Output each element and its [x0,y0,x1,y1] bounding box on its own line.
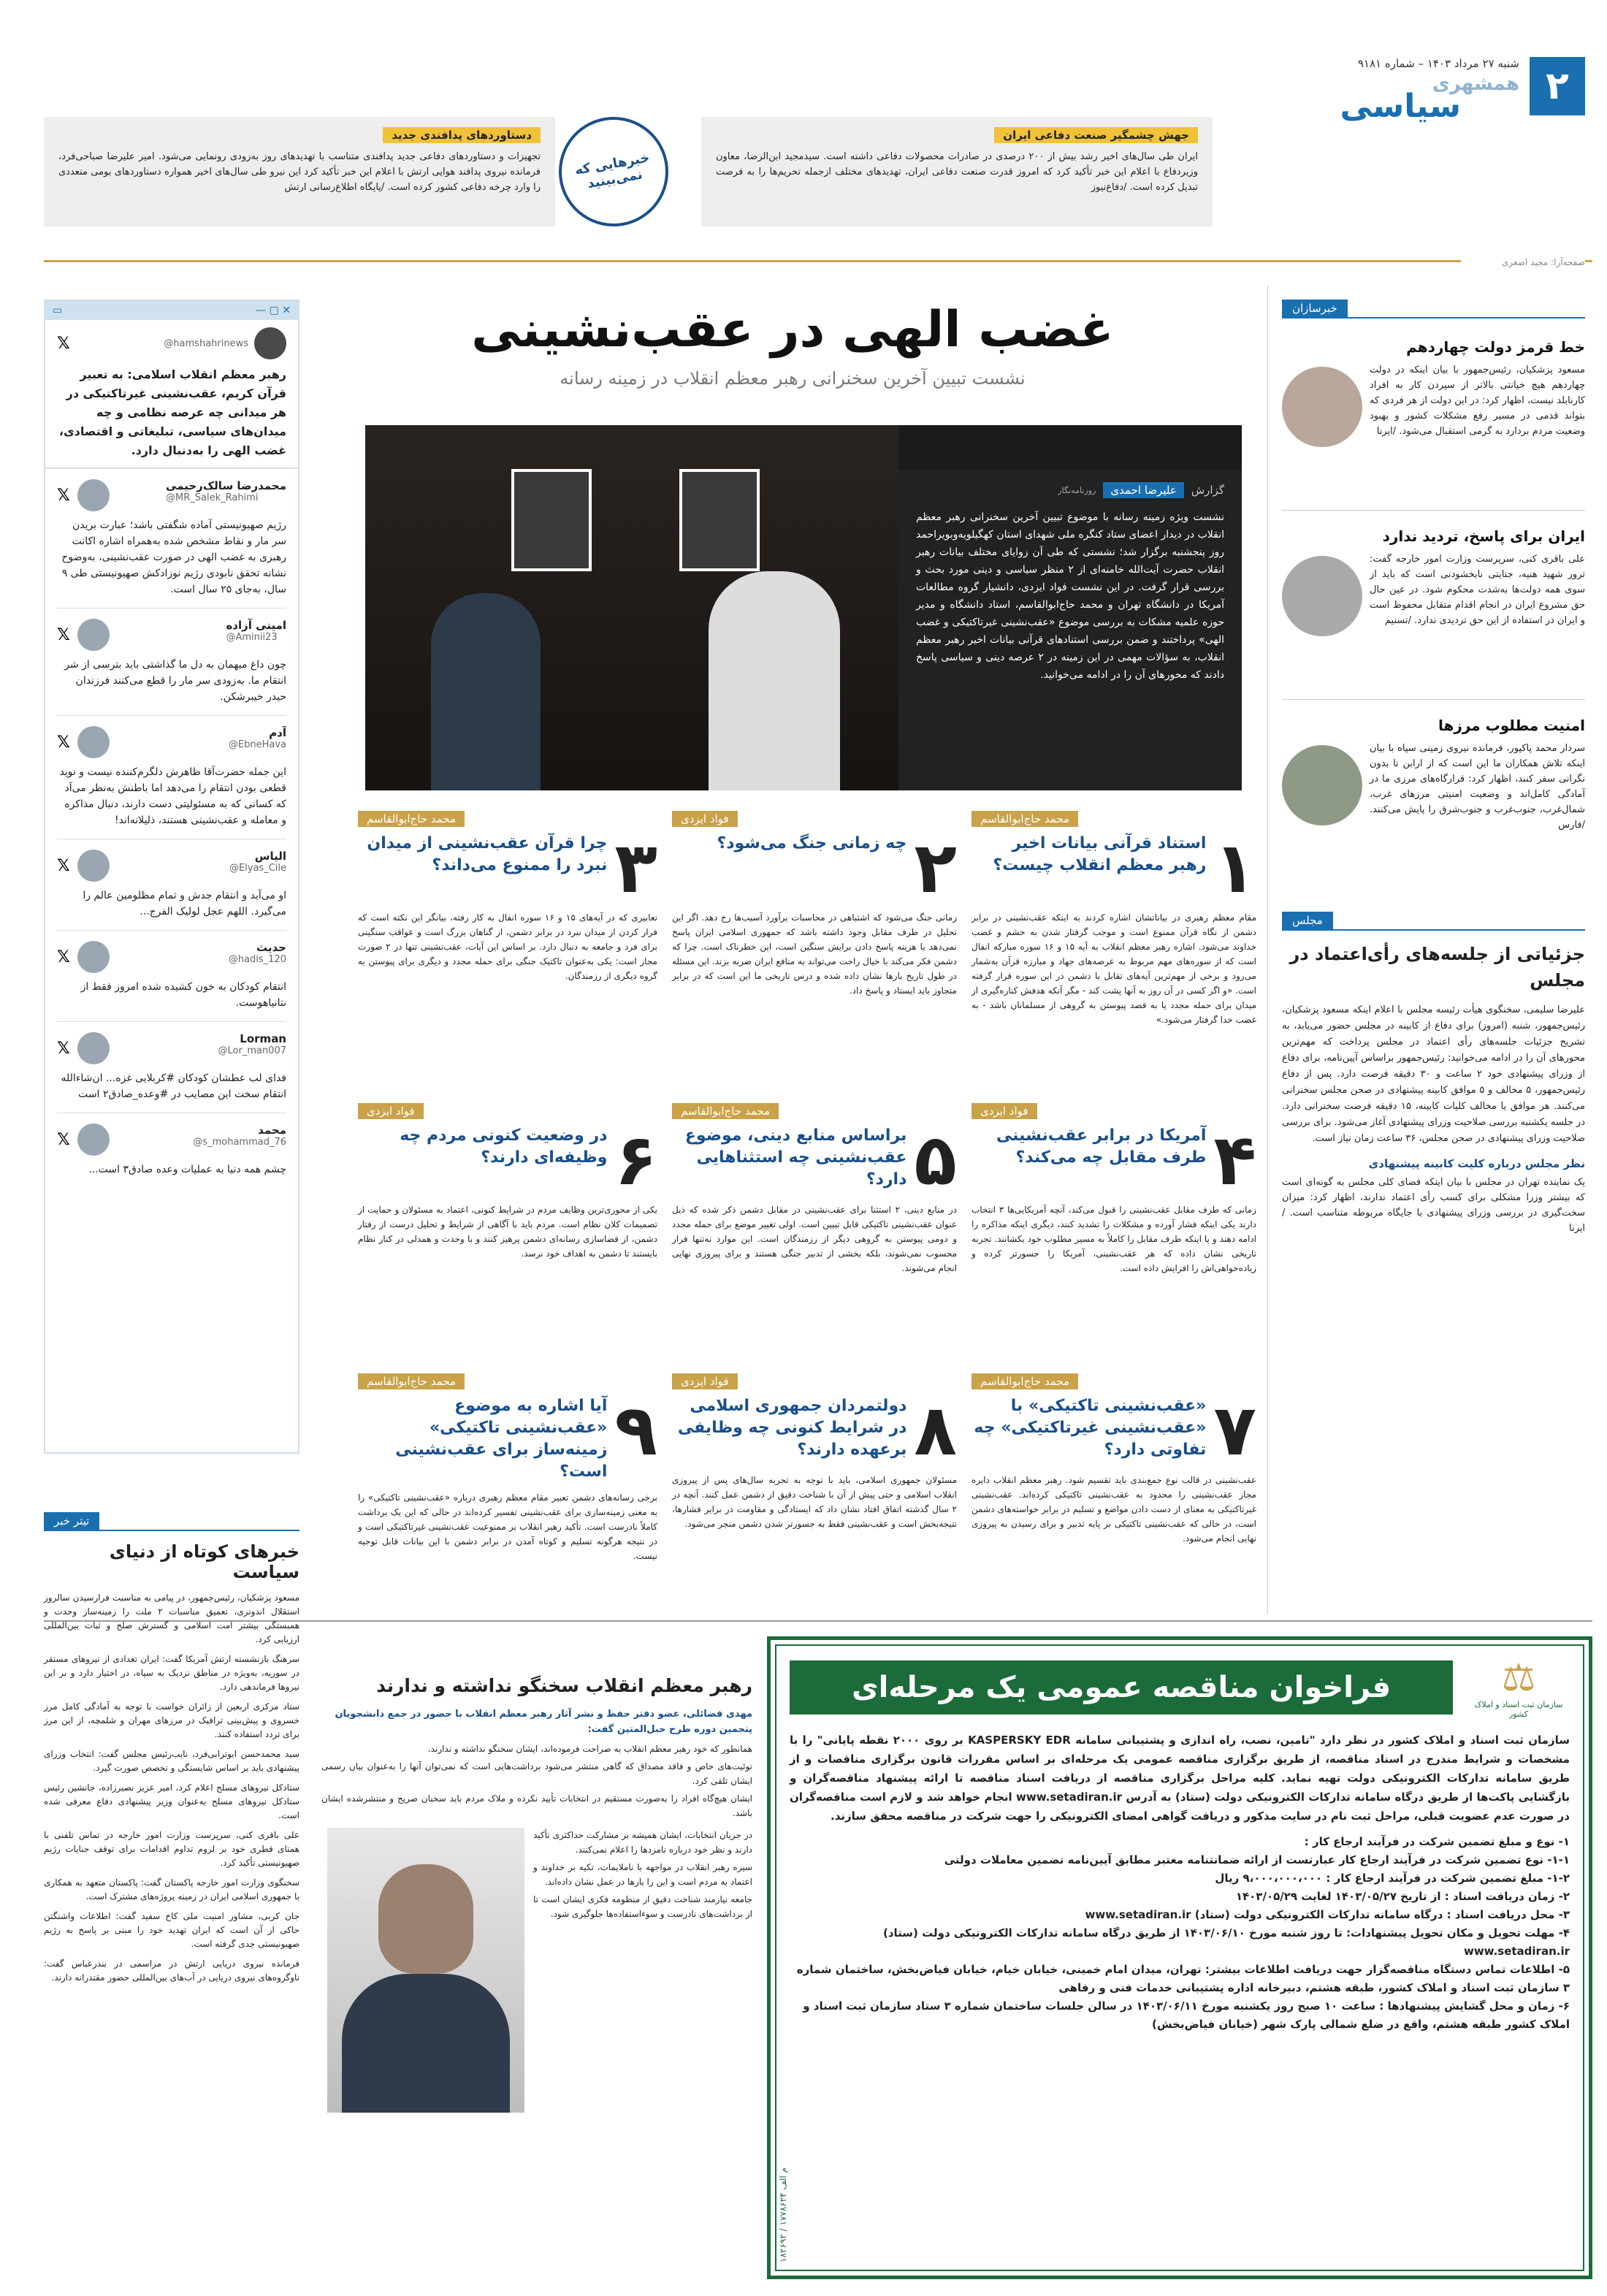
qa-answer: در منابع دینی، ۲ استثنا برای عقب‌نشینی در مقابل دشمن ذکر شده که ذیل عنوان عقب‌نشینی تاکتیکی قابل تبیین است. اولی تغییر موضع برای حمله مجدد و دومی پیوستن به گروهی دیگر از رزمندگان است. این موارد نه‌تنها فرار محسوب نمی‌شوند، بلکه بخشی از تدبیر جنگی هستند و برای پیروزی نهایی انجام می‌شوند. [672,1205,957,1273]
qa-grid [358,811,1256,1561]
tweet-name: محمدرضا سالک‌رحیمی [166,479,286,492]
qa-question: استناد قرآنی بیانات اخیر رهبر معظم انقلاب چیست؟ [993,834,1207,874]
qa-question: چرا قرآن عقب‌نشینی از میدان نبرد را ممنوع می‌داند؟ [367,834,608,874]
top-news-left-text: ایران طی سال‌های اخیر رشد بیش از ۲۰۰ درصدی در صادرات محصولات دفاعی داشته است. سیدمجید ابن‌الرضا، معاون وزیردفاع با اعلام این خبر تأکید کرد که امروز قدرت صنعت دفاعی ایران، تهدیدهای مختلف ازجمله تحریم‌ها را به فرصت تبدیل کرده است. /دفاع‌نیوز [716,151,1198,193]
person-silhouette [431,593,541,790]
body-shape [342,1974,510,2113]
tweet-name: Lorman [240,1032,286,1045]
qa-speaker: محمد حاج‌ابوالقاسم [358,811,465,827]
intro-box [898,470,1242,790]
avatar [77,1032,110,1064]
section-title: سیاسی [1340,88,1461,125]
tweet-text: فدای لب عطشان کودکان #کربلایی غزه... ان‌شاءالله انتقام سخت این مصایب در #وعده_صادق۲ است [61,1072,286,1100]
main-photo-block [365,425,1242,790]
tweet-handle: @Lor_man007 [218,1045,286,1056]
ad-intro: سازمان ثبت اسناد و املاک کشور در نظر دارد "تامین، نصب، راه اندازی و پشتیبانی سامانه KASPERSKY EDR بر روی ۲۰۰۰ نقطه پایانی" را با مشخصات و شرایط مندرج در اسناد مناقصه، از طریق برگزاری مناقصه عمومی یک مرحله‌ای بر اساس مقررات قانون برگزاری مناقصات و از طریق سامانه تدارکات الکترونیکی دولت تهیه نماید. کلیه مراحل برگزاری مناقصه از دریافت اسناد مناقصه تا ارائه پیشنهاد مناقصه‌گران و بازگشایی پاکت‌ها از طریق درگاه سامانه تدارکات الکترونیکی دولت (ستاد) به آدرس www.setadiran.ir انجام خواهد شد و لازم است مناقصه‌گران در صورت عدم عضویت قبلی، مراحل ثبت نام در سایت مذکور و دریافت گواهی امضای الکترونیکی را جهت شرکت در مناقصه محقق سازند. [790,1734,1570,1823]
leader-point: جامعه نیازمند شناخت دقیق از منظومه فکری ایشان است تا از برداشت‌های نادرست و سوءاستفاده‌ها جلوگیری شود. [533,1894,752,1919]
brief-list [44,1591,299,1985]
qa-number: ۷ [1213,1389,1256,1471]
tweet-text: او می‌آید و انتقام جدش و تمام مظلومین عالم را می‌گیرد. اللهم عجل لولیک الفرج... [83,890,286,918]
tweet-text: انتقام کودکان به خون کشیده شده امروز فقط از نتانیاهوست. [80,981,286,1009]
ad-line: ۱- نوع و مبلغ تضمین شرکت در فرآیند ارجاع کار : [1304,1835,1570,1848]
qa-speaker: فواد ایزدی [972,1103,1037,1119]
avatar [77,850,110,882]
avatar [254,327,286,359]
top-news-right-title: دستاوردهای پدافندی جدید [383,127,541,143]
person-photo [327,1828,524,2113]
brief-item: ستاد مرکزی اربعین از زائران خواست با توجه به آمادگی کامل مرز خسروی و پیش‌بینی ترافیک در مرزهای مهران و شلمچه، از این مرز برای تردد استفاده کنند. [44,1701,299,1739]
qa-number: ۴ [1213,1119,1256,1201]
avatar [77,619,110,651]
tweet-text: رژیم صهیونیستی آماده شگفتی باشد؛ عبارت بریدن سر مار و نقاط مشخص شده به‌همراه اشاره اکانت رهبری به غضب الهی در صورت عقب‌نشینی، به‌وضوح نشانه تحقق نابودی رژیم نوزادکش صهیونیستی طی ۹ سال، به‌جای ۲۵ سال است. [61,519,286,595]
window-controls-icon[interactable]: ✕ ▢ — [256,305,291,316]
leader-point: همانطور که خود رهبر معظم انقلاب به صراحت فرموده‌اند، ایشان سخنگو نداشته و ندارند. [427,1744,752,1754]
tweet-handle: @MR_Salek_Rahimi [166,492,259,503]
person-photo [1282,367,1362,447]
tweet-handle: @s_mohammad_76 [193,1137,286,1148]
tweets-column [44,300,299,1454]
qa-question: «عقب‌نشینی تاکتیکی» با «عقب‌نشینی غیرتاکتیکی» چه تفاوتی دارد؟ [974,1397,1207,1459]
intro-text: نشست ویژه زمینه رسانه با موضوع تبیین آخرین سخنرانی رهبر معظم انقلاب در دیدار اعضای ستاد کنگره ملی شهدای استان کهگیلویه‌وبویراحمد روز پنجشنبه برگزار شد؛ نشستی که طی آن زوایای مختلف بیانات رهبر انقلاب حضرت آیت‌الله خامنه‌ای از ۲ منظر سیاسی و دینی مورد بحث و بررسی قرار گرفت. در این نشست فواد ایزدی، دانشیار گروه مطالعات آمریکا در دانشگاه تهران و محمد حاج‌ابوالقاسم، استاد دانشگاه و مدیر حوزه علمیه مشکات به بررسی موضوع «عقب‌نشینی غیرتاکتیکی و غضب الهی» پرداختند و ضمن بررسی استنادهای قرآنی بیانات اخیر رهبر معظم انقلاب، به سؤالات مهمی در این زمینه در ۲ عرصه دینی و سیاسی پاسخ دادند که محورهای آن را در ادامه می‌خوانید. [916,511,1224,681]
brief-item: مسعود پزشکیان، رئیس‌جمهور، در پیامی به مناسبت فرارسیدن سالروز استقلال اندونزی، تعمیق مناسبات ۲ ملت را زمینه‌ساز وحدت و همبستگی بیشتر امت اسلامی و گسترش صلح و ثبات بین‌المللی ارزیابی کرد. [44,1593,299,1644]
tweet-handle: @hadis_120 [228,954,286,965]
page-number: ۲ [1530,57,1585,115]
leader-point: در جریان انتخابات، ایشان همیشه بر مشارکت حداکثری تأکید دارند و نظر خود درباره نامزدها را اعلام نمی‌کنند. [533,1830,752,1855]
majlis-sub-title: نظر مجلس درباره کلیت کابینه پیشنهادی [1368,1157,1585,1170]
brief-item: ستادکل نیروهای مسلح اعلام کرد، امیر عزیز نصیرزاده، جانشین رئیس ستادکل نیروهای مسلح به‌عنوان وزیر پیشنهادی دفاع معرفی شده است. [44,1782,299,1820]
report-label: گزارش [1191,484,1224,497]
tweet [57,469,286,609]
qa-answer: مسئولان جمهوری اسلامی، باید با توجه به تجربه سال‌های پس از پیروزی انقلاب اسلامی و حتی پیش از آن با شناخت دقیق از دشمن عمل کنند. آنچه در ۲ سال گذشته اتفاق افتاد نشان داد که ایستادگی و مقاومت در برابر فشارها، نتیجه‌بخش است و عقب‌نشینی فقط به جسورتر شدن دشمن منجر می‌شود. [672,1475,957,1529]
top-news-left-title: جهش چشمگیر صنعت دفاعی ایران [994,127,1198,143]
news-item-2 [1282,525,1585,693]
leader-title: رهبر معظم انقلاب سخنگو نداشته و ندارند [376,1675,752,1696]
qa-question: آمریکا در برابر عقب‌نشینی طرف مقابل چه می‌کند؟ [996,1126,1207,1167]
qa-speaker: محمد حاج‌ابوالقاسم [972,1373,1078,1389]
tweet-handle: @Aminii23 [226,632,278,643]
tweet [57,839,286,931]
brief-title: خبرهای کوتاه از دنیای سیاست [109,1541,299,1582]
qa-speaker: محمد حاج‌ابوالقاسم [672,1103,779,1119]
news-title: امنیت مطلوب مرزها [1438,717,1585,734]
scales-icon: ⚖ [1501,1656,1536,1700]
news-title: ایران برای پاسخ، تردید ندارد [1382,527,1585,545]
brief-item: سخنگوی وزارت امور خارجه پاکستان گفت: پاکستان متعهد به همکاری با جمهوری اسلامی ایران در زمینه پروژه‌های مشترک است. [44,1877,299,1902]
ad-lines [790,1833,1570,2034]
qa-speaker: محمد حاج‌ابوالقاسم [358,1373,465,1389]
qa-number: ۸ [914,1389,957,1471]
qa-answer: یکی از محوری‌ترین وظایف مردم در شرایط کنونی، اعتماد به مسئولان و حمایت از تصمیمات کلان نظام است. مردم باید با آگاهی از شرایط و تحلیل درست از رفتار دشمن، از فضاسازی رسانه‌ای دشمن پرهیز کنند و با وحدت و همدلی در کنار نظام بایستند تا دشمن به اهداف خود نرسد. [358,1205,657,1259]
tweet-name: محمد [258,1124,286,1137]
x-logo-icon: 𝕏 [57,856,70,875]
main-subheadline: نشست تبیین آخرین سخنرانی رهبر معظم انقلاب در زمینه رسانه [560,368,1026,389]
qa-question: چه زمانی جنگ می‌شود؟ [717,834,907,853]
qa-item-3 [358,811,657,983]
right-column [1282,300,1585,1607]
right-col-label: خبرسازان [1282,300,1348,317]
face-shape [378,1864,473,1974]
author-role: روزنامه‌نگار [1058,485,1096,495]
qa-item-4 [972,1103,1256,1275]
main-article-header [329,300,1256,389]
main-headline: غضب الهی در عقب‌نشینی [471,301,1114,359]
leader-article [321,1673,752,2272]
qa-item-8 [672,1373,957,1531]
qa-question: دولتمردان جمهوری اسلامی در شرایط کنونی چه وظایفی برعهده دارند؟ [677,1397,907,1459]
qa-number: ۶ [614,1119,657,1201]
author-name: علیرضا احمدی [1103,482,1184,498]
qa-item-2 [672,811,957,998]
qa-item-7 [972,1373,1256,1546]
qa-item-5 [672,1103,957,1275]
brief-item: علی باقری کنی، سرپرست وزارت امور خارجه در تماس تلفنی با همتای قطری خود بر لزوم تداوم اقدامات برای توقف جنایات رژیم صهیونیستی تأکید کرد. [44,1830,299,1868]
person-photo [1282,745,1362,825]
portrait-frame [511,469,592,571]
news-text: مسعود پزشکیان، رئیس‌جمهور با بیان اینکه در دولت چهاردهم هیچ خیانتی بالاتر از سپردن کار به افراد کارنابلد نیست، اظهار کرد: در این دولت از هر فردی که بتواند قدمی در مسیر رفع مشکلات کشور و بهبود وضعیت مردم بردارد به گرمی استقبال می‌شود. /ایرنا [1370,365,1585,437]
tweet-handle: @EbneHava [228,739,286,750]
qa-speaker: فواد ایزدی [672,811,738,827]
tweet [57,1113,286,1188]
ad-line: ۱-۲- مبلغ تضمین شرکت در فرآیند ارجاع کار : ۹،۰۰۰،۰۰۰،۰۰۰ ریال [1215,1872,1570,1885]
brief-news [44,1512,299,2272]
qa-question: براساس منابع دینی، موضوع عقب‌نشینی چه استثناهایی دارد؟ [684,1126,907,1189]
x-logo-icon: 𝕏 [57,733,70,752]
tweet-list [45,469,298,1188]
qa-number: ۲ [914,827,957,909]
tender-ad [767,1636,1592,2279]
tweet-text: چون داغ میهمان به دل ما گذاشتی باید بترسی از شر انتقام ما. به‌زودی سر مار را قطع می‌کنند فرزندان حیدر خیبرشکن. [64,659,286,703]
x-logo-icon: 𝕏 [57,1039,70,1058]
editor-credit: صفحه‌آرا: مجید اصغری [1461,257,1585,267]
brief-label: تیتر خبر [44,1512,99,1530]
stamp: خبرهایی که نمی‌بینید [550,108,677,235]
address-bar-icon: ▭ [53,305,63,316]
qa-speaker: فواد ایزدی [672,1373,738,1389]
x-logo-icon: 𝕏 [57,486,70,505]
tweet-text: این جمله حضرت‌آقا ظاهرش دلگرم‌کننده نیست و نوید قطعی بودن انتقام را می‌دهد اما باطنش به‌نظر می‌آد که کسانی که به مسئولیتی دست دارند، دنبال مذاکره و معامله و عقب‌نشینی هستند، ذلیلانه‌اند! [59,766,286,826]
tweet-text: رهبر معظم انقلاب اسلامی: به تعبیر قرآن کریم، عقب‌نشینی غیرتاکتیکی در هر میدانی چه عرصه نظامی و چه میدان‌های سیاسی، تبلیغاتی و اقتصادی، غضب الهی را به‌دنبال دارد. [58,367,286,457]
tweet-text: چشم همه دنیا به عملیات وعده صادق۳ است... [88,1164,286,1175]
tweet-name: آدم [269,726,286,739]
avatar [77,941,110,973]
avatar [77,1124,110,1156]
brief-item: جان کربی، مشاور امنیت ملی کاخ سفید گفت: اطلاعات واشنگتن حاکی از آن است که ایران تهدید خود را مبنی بر پاسخ به رژیم صهیونیستی جدی گرفته است. [44,1911,299,1949]
news-title: خط قرمز دولت چهاردهم [1406,338,1585,356]
paper-name: همشهری [1432,73,1519,95]
brief-item: سید محمدحسن ابوترابی‌فرد، نایب‌رئیس مجلس گفت: انتخاب وزرای پیشنهادی باید بر اساس شایستگی و تخصص صورت گیرد. [44,1749,299,1773]
ad-code: م الف ۱۷۷۸۶۲۴ / ۱۸۲۶۹۲ [778,2167,788,2262]
top-news-right-text: تجهیزات و دستاوردهای دفاعی جدید پدافندی متناسب با تهدیدهای روز به‌زودی رونمایی می‌شود. امیر علیرضا صباحی‌فرد، فرمانده نیروی پدافند هوایی ارتش با اعلام این خبر تأکید کرد این نیرو طی سال‌های اخیر همواره دستاوردهای بومی متعددی را وارد چرخه دفاعی کشور کرده است. /پایگاه اطلاع‌رسانی ارتش [58,151,541,193]
majlis-text: علیرضا سلیمی، سخنگوی هیأت رئیسه مجلس با اعلام اینکه مسعود پزشکیان، رئیس‌جمهور، شنبه (امروز) برای دفاع از کابینه در مجلس حضور می‌یابد، به تشریح جزئیات جلسه‌های رأی اعتماد در مجلس پرداخت که مهم‌ترین محورهای آن را در ادامه می‌خوانید: رئیس‌جمهور براساس آیین‌نامه، برای دفاع از وزرای پیشنهادی خود ۲ ساعت و ۳۰ دقیقه فرصت دارد. پس از دفاع رئیس‌جمهور، ۵ مخالف و ۵ موافق کابینه پیشنهادی در صحن مجلس سخنرانی می‌کنند. هر موافق یا مخالف کلیات کابینه، ۱۵ دقیقه فرصت سخنرانی دارد. در جلسه یکشنبه بررسی صلاحیت وزرای پیشنهادی آغاز می‌شود. برای بررسی صلاحیت وزرای پیشنهادی در صحن مجلس، ۳۶ ساعت زمان نیاز است. [1282,1004,1586,1144]
qa-number: ۱ [1213,827,1256,909]
qa-answer: زمانی که طرف مقابل عقب‌نشینی را قبول می‌کند، آنچه آمریکایی‌ها ۳ انتخاب دارند یکی اینکه فشار آورده و مشکلات را تشدید کنند، دیگری اینکه مذاکره را ادامه دهند و یا اینکه طرف مقابل را کاملاً به مسیر مطلوب خود بکشانند. تجربه تاریخی نشان داده که هر عقب‌نشینی، آمریکا را جسورتر کرده و زیاده‌خواهی‌اش را افزایش داده است. [972,1205,1256,1273]
column-rule [1267,285,1268,1614]
org-name: سازمان ثبت اسناد و املاک کشور [1474,1700,1563,1719]
tweet-handle: @Elyas_Cile [229,863,286,874]
tweet [57,609,286,716]
tweet-name: الیاس [254,850,286,863]
ad-line: ۶- زمان و محل گشایش پیشنهادها : ساعت ۱۰ صبح روز یکشنبه مورخ ۱۴۰۳/۰۶/۱۱ در سالن جلسات ساختمان شماره ۳ ستاد سازمان ثبت اسناد و املاک کشور طبقه هشتم، واقع در ضلع شمالی پارک شهر (خیابان فیاض‌بخش) [803,1999,1570,2031]
ad-title: فراخوان مناقصه عمومی یک مرحله‌ای [790,1660,1453,1715]
x-logo-icon: 𝕏 [57,1130,70,1149]
qa-number: ۵ [914,1119,957,1201]
ad-line: ۱-۱- نوع تضمین شرکت در فرآیند ارجاع کار عبارتست از ارائه ضمانتنامه معتبر مطابق آیین‌نامه تضمین معاملات دولتی [944,1853,1570,1866]
tweets-window-bar [45,301,298,320]
person-silhouette [709,571,840,790]
qa-question: آیا اشاره به موضوع «عقب‌نشینی تاکتیکی» زمینه‌ساز برای عقب‌نشینی است؟ [395,1397,608,1481]
ad-line: ۳- محل دریافت اسناد : درگاه سامانه تدارکات الکترونیکی دولت (ستاد) www.setadiran.ir [1085,1908,1570,1921]
qa-question: در وضعیت کنونی مردم چه وظیفه‌ای دارند؟ [400,1126,608,1167]
qa-number: ۳ [614,827,657,909]
top-news-right [44,117,555,226]
qa-answer: مقام معظم رهبری در بیاناتشان اشاره کردند به اینکه عقب‌نشینی در برابر دشمن از نگاه قرآن ممنوع است و موجب گرفتار شدن به خشم و غضب خداوند می‌شود. اشاره رهبر معظم انقلاب به آیه ۱۵ و ۱۶ سوره مبارکه انفال است که از سوره‌های مهم مربوط به عرصه‌های جهاد و مبارزه قرآن به‌شمار می‌رود و برخی از مهم‌ترین آیه‌های تقابل با دشمن در این سوره قرار گرفته است. «و اگر کسی در آن روز به آنها پشت کند - مگر آنکه هدفش کناره‌گیری از میدان برای حمله مجدد یا به قصد پیوستن به گروهی از مسلمانان باشد - به غضب خدا گرفتار می‌شود.» [972,912,1256,1025]
photo [365,425,898,790]
top-tweet [45,320,298,469]
top-divider [44,260,1592,262]
x-logo-icon: 𝕏 [57,625,70,644]
ad-line: ۴- مهلت تحویل و مکان تحویل پیشنهادات: تا روز شنبه مورخ ۱۴۰۳/۰۶/۱۰ از طریق درگاه سامانه تدارکات الکترونیکی دولت (ستاد) www.setadiran.ir [882,1926,1570,1958]
top-news-left [701,117,1213,226]
ad-line: ۲- زمان دریافت اسناد : از تاریخ ۱۴۰۳/۰۵/۲۷ لغایت ۱۴۰۳/۰۵/۲۹ [1235,1890,1570,1903]
qa-answer: زمانی جنگ می‌شود که اشتباهی در محاسبات برآورد آسیب‌ها رخ دهد. اگر این تحلیل در طرف مقابل وجود داشته باشد که جمهوری اسلامی ایران پاسخ نمی‌دهد یا هزینه پاسخ دادن برایش سنگین است، این خطرناک است. چرا که دشمن فکر می‌کند با خیال راحت می‌تواند به منافع ایران ضربه بزند. این مسئله در طول تاریخ بارها نشان داده شده و درس تاریخی ما این است که در برابر متجاوز باید ایستاد و پاسخ داد. [672,912,957,996]
qa-number: ۹ [614,1389,657,1471]
news-item-1 [1282,336,1585,504]
leader-point: ایشان هیچ‌گاه افراد را به‌صورت مستقیم در انتخابات تأیید نکرده و ملاک مردم باید سخنان صریح و منتشرشده ایشان باشد. [321,1793,752,1818]
qa-speaker: فواد ایزدی [358,1103,424,1119]
majlis-title: جزئیاتی از جلسه‌های رأی‌اعتماد در مجلس [1289,944,1585,991]
news-item-3 [1282,714,1585,890]
leader-point: توئیت‌های خاص و فاقد مصداق که گاهی منتشر می‌شود برداشت‌هایی است که نمی‌توان آنها را به‌عنوان بیان رسمی ایشان تلقی کرد. [321,1761,752,1786]
leader-point: سیره رهبر انقلاب در مواجهه با ناملایمات، تکیه بر خداوند و اعتماد به مردم است و این را بارها در عمل نشان داده‌اند. [533,1862,752,1887]
qa-item-9 [358,1373,657,1563]
x-logo-icon: 𝕏 [57,334,70,353]
tweet-handle: @hamshahrinews [164,337,248,349]
avatar [77,479,110,511]
brief-item: سرهنگ بازنشسته ارتش آمریکا گفت: ایران تعدادی از نیروهای مستقر در سوریه، به‌ویژه در مناطق نزدیک به سپاه، در اختیار دارد و بر این نیروها فرماندهی دارد. [44,1654,299,1692]
qa-answer: تعابیری که در آیه‌های ۱۵ و ۱۶ سوره انفال به کار رفته، بیانگر این نکته است که فرار کردن از میدان نبرد در برابر دشمن، از گناهان بزرگ است و عواقب سنگینی برای فرد و جامعه به دنبال دارد. بر اساس این آیات، عقب‌نشینی تنها در ۲ صورت مجاز است: یکی به‌عنوان تاکتیک جنگی برای حمله مجدد و دیگری برای پیوستن به گروه دیگری از رزمندگان. [358,912,658,981]
qa-item-6 [358,1103,657,1261]
tweet [57,931,286,1022]
brief-item: فرمانده نیروی دریایی ارتش در مراسمی در بندرعباس گفت: ناوگروه‌های نیروی دریایی در آب‌های بین‌المللی حضور مقتدرانه دارند. [44,1959,299,1983]
issue-info: شنبه ۲۷ مرداد ۱۴۰۳ – شماره ۹۱۸۱ [1357,57,1519,70]
majlis-label: مجلس [1282,912,1333,929]
news-text: علی باقری کنی، سرپرست وزارت امور خارجه گفت: ترور شهید هنیه، جنایتی نابخشودنی است که باید از سوی همه دولت‌ها به‌شدت محکوم شود. در عین حال حق مشروع ایران در انجام اقدام متقابل محفوظ است و ایران در استفاده از این حق تردیدی ندارد. /تسنیم [1370,554,1585,626]
avatar [77,726,110,758]
majlis-sub-text: یک نماینده تهران در مجلس با بیان اینکه فضای کلی مجلس به گونه‌ای است که بیشتر وزرا مشکلی برای کسب رأی اعتماد ندارند، اظهار کرد: میزان سخت‌گیری در بررسی وزرای پیشنهادی با جایگاه مربوطه متناسب است. /ایرنا [1282,1177,1585,1234]
qa-answer: عقب‌نشینی در قالب نوع جمع‌بندی باید تقسیم شود. رهبر معظم انقلاب دایره مجاز عقب‌نشینی را محدود به عقب‌نشینی تاکتیکی کرده‌اند. عقب‌نشینی غیرتاکتیکی به معنای از دست دادن مواضع و تسلیم در برابر خواسته‌های دشمن است، در حالی که عقب‌نشینی تاکتیکی بر پایه تدبیر و برای رسیدن به پیروزی نهایی انجام می‌شود. [972,1475,1256,1544]
person-photo [1282,556,1362,636]
org-logo [1467,1656,1570,1719]
tweet-name: حدیث [256,941,286,954]
qa-speaker: محمد حاج‌ابوالقاسم [972,811,1078,827]
tweet-name: امینی آزاده [226,619,286,632]
tweet [57,1022,286,1113]
leader-lead: مهدی فضائلی، عضو دفتر حفظ و نشر آثار رهبر معظم انقلاب با حضور در جمع دانشجویان پنجمین دوره طرح حبل‌المتین گفت: [335,1709,752,1735]
ad-line: ۵- اطلاعات تماس دستگاه مناقصه‌گزار جهت دریافت اطلاعات بیشتر: تهران، میدان امام خمینی، خیابان خیام، خیابان فیاض‌بخش، ساختمان شماره ۳ سازمان ثبت اسناد و املاک کشور، طبقه هشتم، دبیرخانه اداره پشتیبانی خدمات فنی و رفاهی [796,1963,1570,1994]
qa-item-1 [972,811,1256,1027]
news-text: سردار محمد پاکپور، فرمانده نیروی زمینی سپاه با بیان اینکه تلاش همکاران ما این است که از ارابن تا بدون نگرانی سفر کنند، اظهار کرد: قرارگاه‌های مرزی ما در آمادگی کامل‌اند و وضعیت امنیتی مرزهای غرب، شمال‌غرب، جنوب‌غرب و جنوب‌شرق را پایش می‌کنند. /فارس [1370,743,1585,831]
qa-answer: برخی رسانه‌های دشمن تعبیر مقام معظم رهبری درباره «عقب‌نشینی تاکتیکی» را به معنی زمینه‌سازی برای عقب‌نشینی تفسیر کرده‌اند در حالی که این یک برداشت کاملاً نادرست است. تأکید رهبر انقلاب بر ممنوعیت عقب‌نشینی غیرتاکتیکی است و در نتیجه هرگونه تسلیم و کوتاه آمدن در برابر دشمن با این بیانات قابل توجیه نیست. [358,1492,657,1561]
portrait-frame [679,469,760,571]
tweet [57,716,286,839]
x-logo-icon: 𝕏 [57,947,70,966]
